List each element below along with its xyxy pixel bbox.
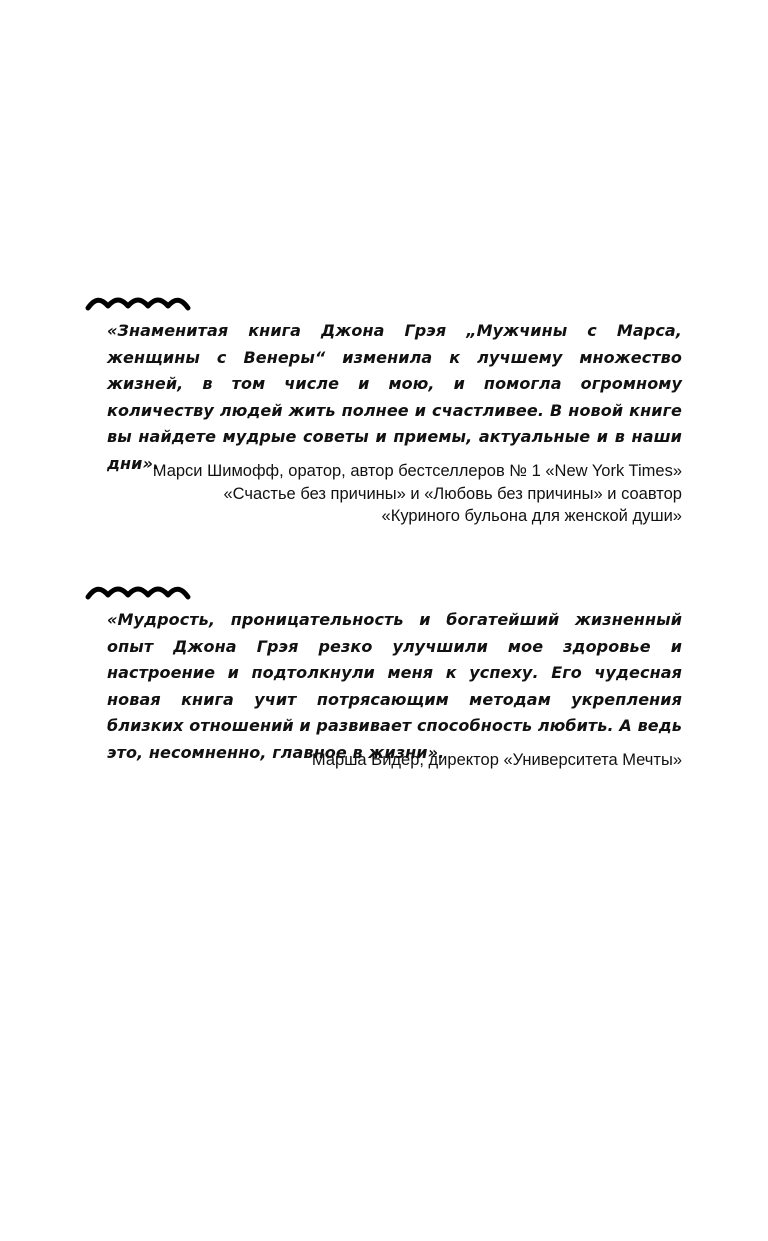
review-quote: «Знаменитая книга Джона Грэя „Мужчины с Марса, женщины с Венеры“ изменила к лучшему множество жизней, в том числе и мою, и помогла огромному количеству людей жить полнее и счастливее. В новой книге вы найдете мудрые советы и приемы, актуальные и в наши дни». bbox=[107, 321, 682, 473]
wave-ornament-icon bbox=[85, 585, 191, 601]
attribution-line: Марша Видер, директор «Университета Мечты» bbox=[311, 751, 682, 769]
attribution-line: «Счастье без причины» и «Любовь без причины» и соавтор bbox=[223, 484, 682, 503]
wave-ornament-icon bbox=[85, 296, 191, 312]
review-quote: «Мудрость, проницательность и богатейший жизненный опыт Джона Грэя резко улучшили мое здоровье и настроение и подтолкнули меня к успеху. Его чудесная новая книга учит потрясающим методам укрепления близких отношений и развивает способность любить. А ведь это, несомненно, главное в жизни». bbox=[107, 610, 682, 762]
review-attribution bbox=[42, 460, 682, 528]
attribution-line: Марси Шимофф, оратор, автор бестселлеров № 1 «New York Times» bbox=[152, 462, 682, 480]
review-attribution bbox=[42, 749, 682, 772]
attribution-line: «Куриного бульона для женской души» bbox=[381, 507, 682, 525]
